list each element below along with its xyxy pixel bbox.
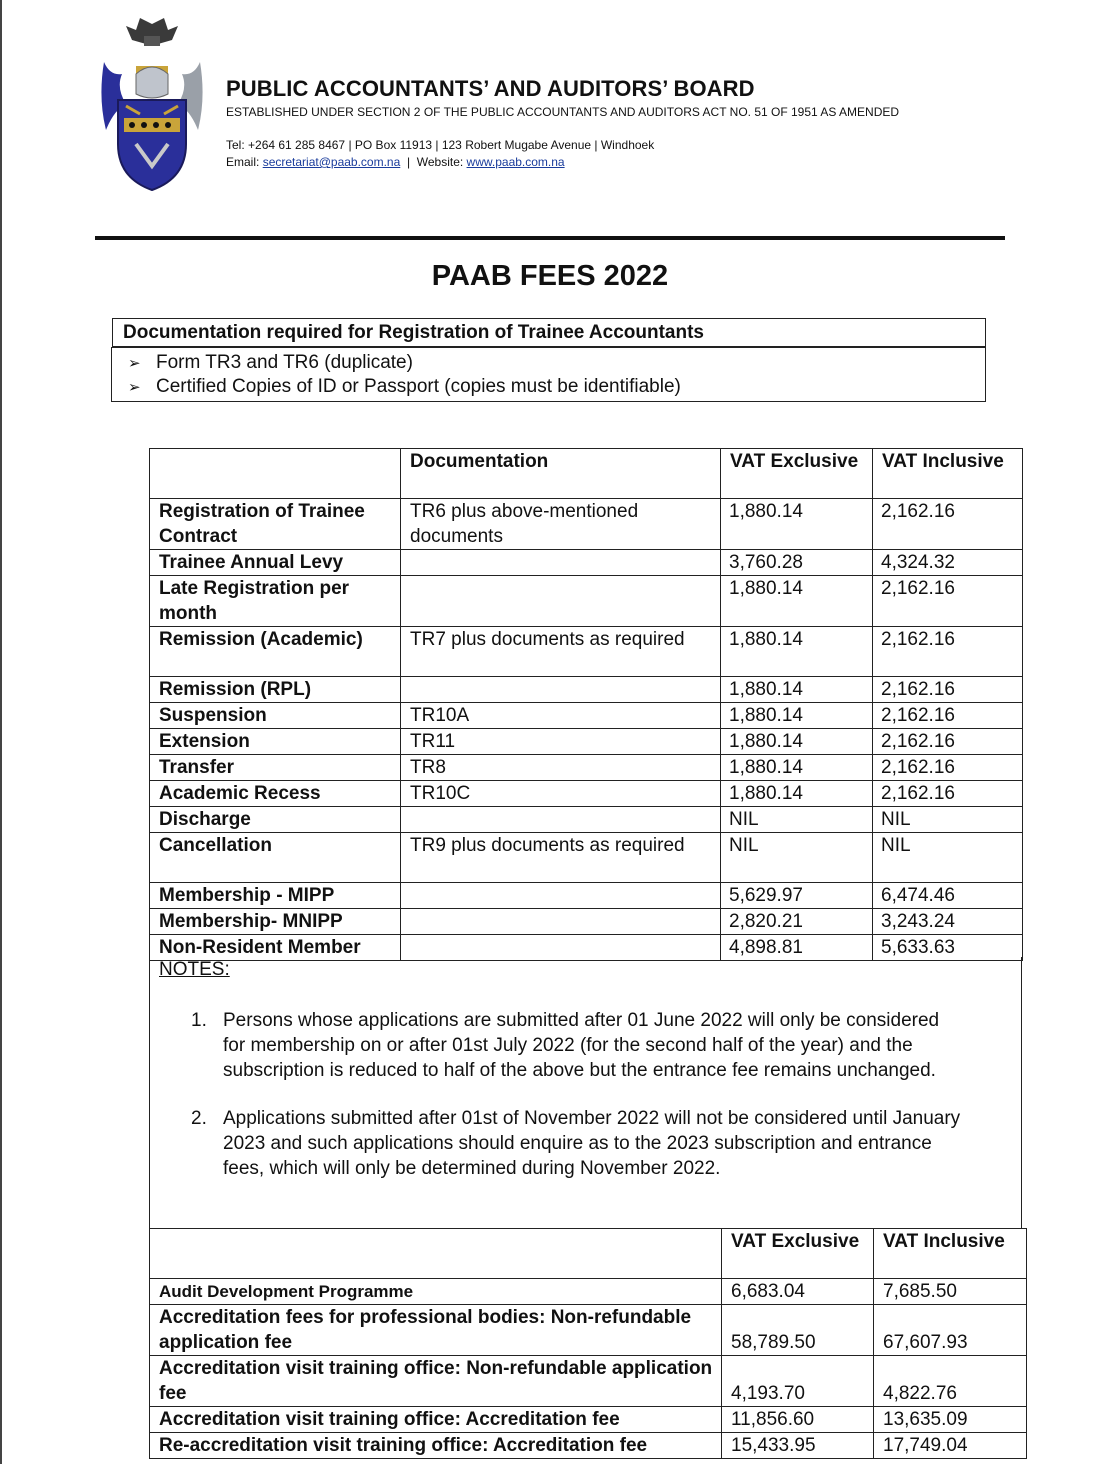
fee-vat-inclusive: NIL (873, 833, 1023, 883)
fee-documentation (401, 576, 721, 627)
fee-vat-inclusive: 2,162.16 (873, 627, 1023, 677)
table-row (150, 909, 1023, 935)
page-title: PAAB FEES 2022 (431, 260, 669, 292)
documentation-item: Form TR3 and TR6 (duplicate) (156, 352, 413, 373)
fee-item: Non-Resident Member (150, 935, 401, 961)
fee-item: Membership - MIPP (150, 883, 401, 909)
fee-documentation (401, 807, 721, 833)
table-row (150, 1433, 1027, 1459)
fee-vat-exclusive: 4,193.70 (722, 1356, 874, 1407)
fee-vat-inclusive: 2,162.16 (873, 781, 1023, 807)
fee-vat-inclusive: 4,324.32 (873, 550, 1023, 576)
arrow-bullet-icon: ➢ (128, 355, 141, 372)
fee-vat-exclusive: 1,880.14 (721, 755, 873, 781)
table-row (150, 781, 1023, 807)
fee-documentation: TR11 (401, 729, 721, 755)
table-row (150, 703, 1023, 729)
fee-vat-exclusive: 1,880.14 (721, 781, 873, 807)
fee-item: Remission (Academic) (150, 627, 401, 677)
fee-vat-exclusive: 15,433.95 (722, 1433, 874, 1459)
fee-vat-exclusive: 1,880.14 (721, 576, 873, 627)
fee-vat-exclusive: 1,880.14 (721, 729, 873, 755)
table-header-row (150, 449, 1023, 499)
table-row (150, 883, 1023, 909)
fee-documentation: TR6 plus above-mentioned documents (401, 499, 721, 550)
page-edge (0, 0, 2, 1464)
table-row (150, 576, 1023, 627)
fee-vat-inclusive: 3,243.24 (873, 909, 1023, 935)
header-empty-cell (150, 1229, 722, 1279)
header-vat-exclusive: VAT Exclusive (722, 1229, 874, 1279)
fee-vat-inclusive: 4,822.76 (874, 1356, 1027, 1407)
fee-vat-exclusive: 6,683.04 (722, 1279, 874, 1305)
header-documentation: Documentation (401, 449, 721, 499)
fee-vat-exclusive: 11,856.60 (722, 1407, 874, 1433)
fee-documentation (401, 550, 721, 576)
table-row (150, 1356, 1027, 1407)
fee-item: Accreditation visit training office: Accreditation fee (150, 1407, 722, 1433)
email-label: Email: (226, 155, 263, 169)
fee-vat-inclusive: 6,474.46 (873, 883, 1023, 909)
fee-vat-exclusive: 1,880.14 (721, 703, 873, 729)
table-row (150, 1407, 1027, 1433)
fee-vat-inclusive: 17,749.04 (874, 1433, 1027, 1459)
table-row (150, 1305, 1027, 1356)
fee-item: Suspension (150, 703, 401, 729)
fee-documentation (401, 677, 721, 703)
fee-item: Membership- MNIPP (150, 909, 401, 935)
fee-documentation: TR10A (401, 703, 721, 729)
table-row (150, 1279, 1027, 1305)
fee-item: Extension (150, 729, 401, 755)
fee-vat-exclusive: 4,898.81 (721, 935, 873, 961)
accreditation-fees-table (149, 1228, 1027, 1459)
table-header-row (150, 1229, 1027, 1279)
note-item (191, 1106, 963, 1181)
website-label: | Website: (400, 155, 467, 169)
fee-item: Accreditation fees for professional bodies: Non-refundable application fee (150, 1305, 722, 1356)
board-name: PUBLIC ACCOUNTANTS’ AND AUDITORS’ BOARD (226, 76, 755, 101)
fee-vat-inclusive: 2,162.16 (873, 499, 1023, 550)
header-empty-cell (150, 449, 401, 499)
fee-documentation: TR7 plus documents as required (401, 627, 721, 677)
header-vat-inclusive: VAT Inclusive (873, 449, 1023, 499)
coat-of-arms-logo (96, 18, 208, 194)
fee-vat-exclusive: 1,880.14 (721, 677, 873, 703)
fee-item: Academic Recess (150, 781, 401, 807)
fee-vat-inclusive: 2,162.16 (873, 755, 1023, 781)
fee-vat-exclusive: 58,789.50 (722, 1305, 874, 1356)
fee-item: Audit Development Programme (150, 1279, 722, 1305)
fee-vat-inclusive: 2,162.16 (873, 677, 1023, 703)
table-row (150, 677, 1023, 703)
fee-item: Re-accreditation visit training office: Accreditation fee (150, 1433, 722, 1459)
fee-item: Remission (RPL) (150, 677, 401, 703)
table-row (150, 550, 1023, 576)
table-row (150, 807, 1023, 833)
email-link[interactable]: secretariat@paab.com.na (262, 155, 401, 169)
established-statement: ESTABLISHED UNDER SECTION 2 OF THE PUBLIC ACCOUNTANTS AND AUDITORS ACT NO. 51 OF 1951 AS AMENDED (226, 105, 900, 119)
fee-documentation (401, 883, 721, 909)
fee-item: Transfer (150, 755, 401, 781)
fee-vat-inclusive: 2,162.16 (873, 576, 1023, 627)
fee-item: Trainee Annual Levy (150, 550, 401, 576)
table-row (150, 627, 1023, 677)
fee-vat-inclusive: 2,162.16 (873, 729, 1023, 755)
notes-title: NOTES: (159, 959, 230, 980)
note-number: 2. (191, 1108, 207, 1129)
fee-vat-exclusive: NIL (721, 807, 873, 833)
fee-item: Cancellation (150, 833, 401, 883)
table-row (150, 755, 1023, 781)
header-vat-exclusive: VAT Exclusive (721, 449, 873, 499)
fees-table (149, 448, 1023, 961)
fee-vat-exclusive: 1,880.14 (721, 627, 873, 677)
note-text: Persons whose applications are submitted after 01 June 2022 will only be considered for membership on or after 01st July 2022 (for the second half of the year) and the subscription is reduced to half of the above but the entrance fee remains unchanged. (223, 1010, 940, 1081)
fee-documentation (401, 909, 721, 935)
note-number: 1. (191, 1010, 207, 1031)
list-item (128, 376, 681, 398)
fee-vat-exclusive: 1,880.14 (721, 499, 873, 550)
documentation-item: Certified Copies of ID or Passport (copies must be identifiable) (156, 376, 681, 397)
fee-vat-exclusive: 2,820.21 (721, 909, 873, 935)
fee-vat-exclusive: 5,629.97 (721, 883, 873, 909)
fee-vat-inclusive: 5,633.63 (873, 935, 1023, 961)
fee-vat-exclusive: 3,760.28 (721, 550, 873, 576)
notes-section (149, 957, 1022, 1229)
note-item (191, 1008, 963, 1083)
email-website-line (226, 155, 565, 169)
documentation-heading: Documentation required for Registration of Trainee Accountants (112, 318, 986, 347)
fee-documentation: TR9 plus documents as required (401, 833, 721, 883)
fee-vat-inclusive: 2,162.16 (873, 703, 1023, 729)
header-vat-inclusive: VAT Inclusive (874, 1229, 1027, 1279)
website-link[interactable]: www.paab.com.na (466, 155, 565, 169)
fee-vat-inclusive: 13,635.09 (874, 1407, 1027, 1433)
fee-item: Discharge (150, 807, 401, 833)
fee-vat-exclusive: NIL (721, 833, 873, 883)
note-text: Applications submitted after 01st of November 2022 will not be considered until January 2023 and such applications should enquire as to the 2023 subscription and entrance fees, which will only be determined during November 2022. (223, 1108, 961, 1179)
fee-item: Late Registration per month (150, 576, 401, 627)
documentation-list (111, 347, 986, 402)
fee-documentation: TR8 (401, 755, 721, 781)
table-row (150, 499, 1023, 550)
contact-line: Tel: +264 61 285 8467 | PO Box 11913 | 123 Robert Mugabe Avenue | Windhoek (226, 138, 655, 152)
fee-vat-inclusive: NIL (873, 807, 1023, 833)
table-row (150, 833, 1023, 883)
fee-vat-inclusive: 7,685.50 (874, 1279, 1027, 1305)
fee-item: Accreditation visit training office: Non-refundable application fee (150, 1356, 722, 1407)
list-item (128, 352, 413, 374)
fee-documentation: TR10C (401, 781, 721, 807)
fee-item: Registration of Trainee Contract (150, 499, 401, 550)
arrow-bullet-icon: ➢ (128, 379, 141, 396)
table-row (150, 729, 1023, 755)
header-divider (95, 236, 1005, 240)
fee-vat-inclusive: 67,607.93 (874, 1305, 1027, 1356)
